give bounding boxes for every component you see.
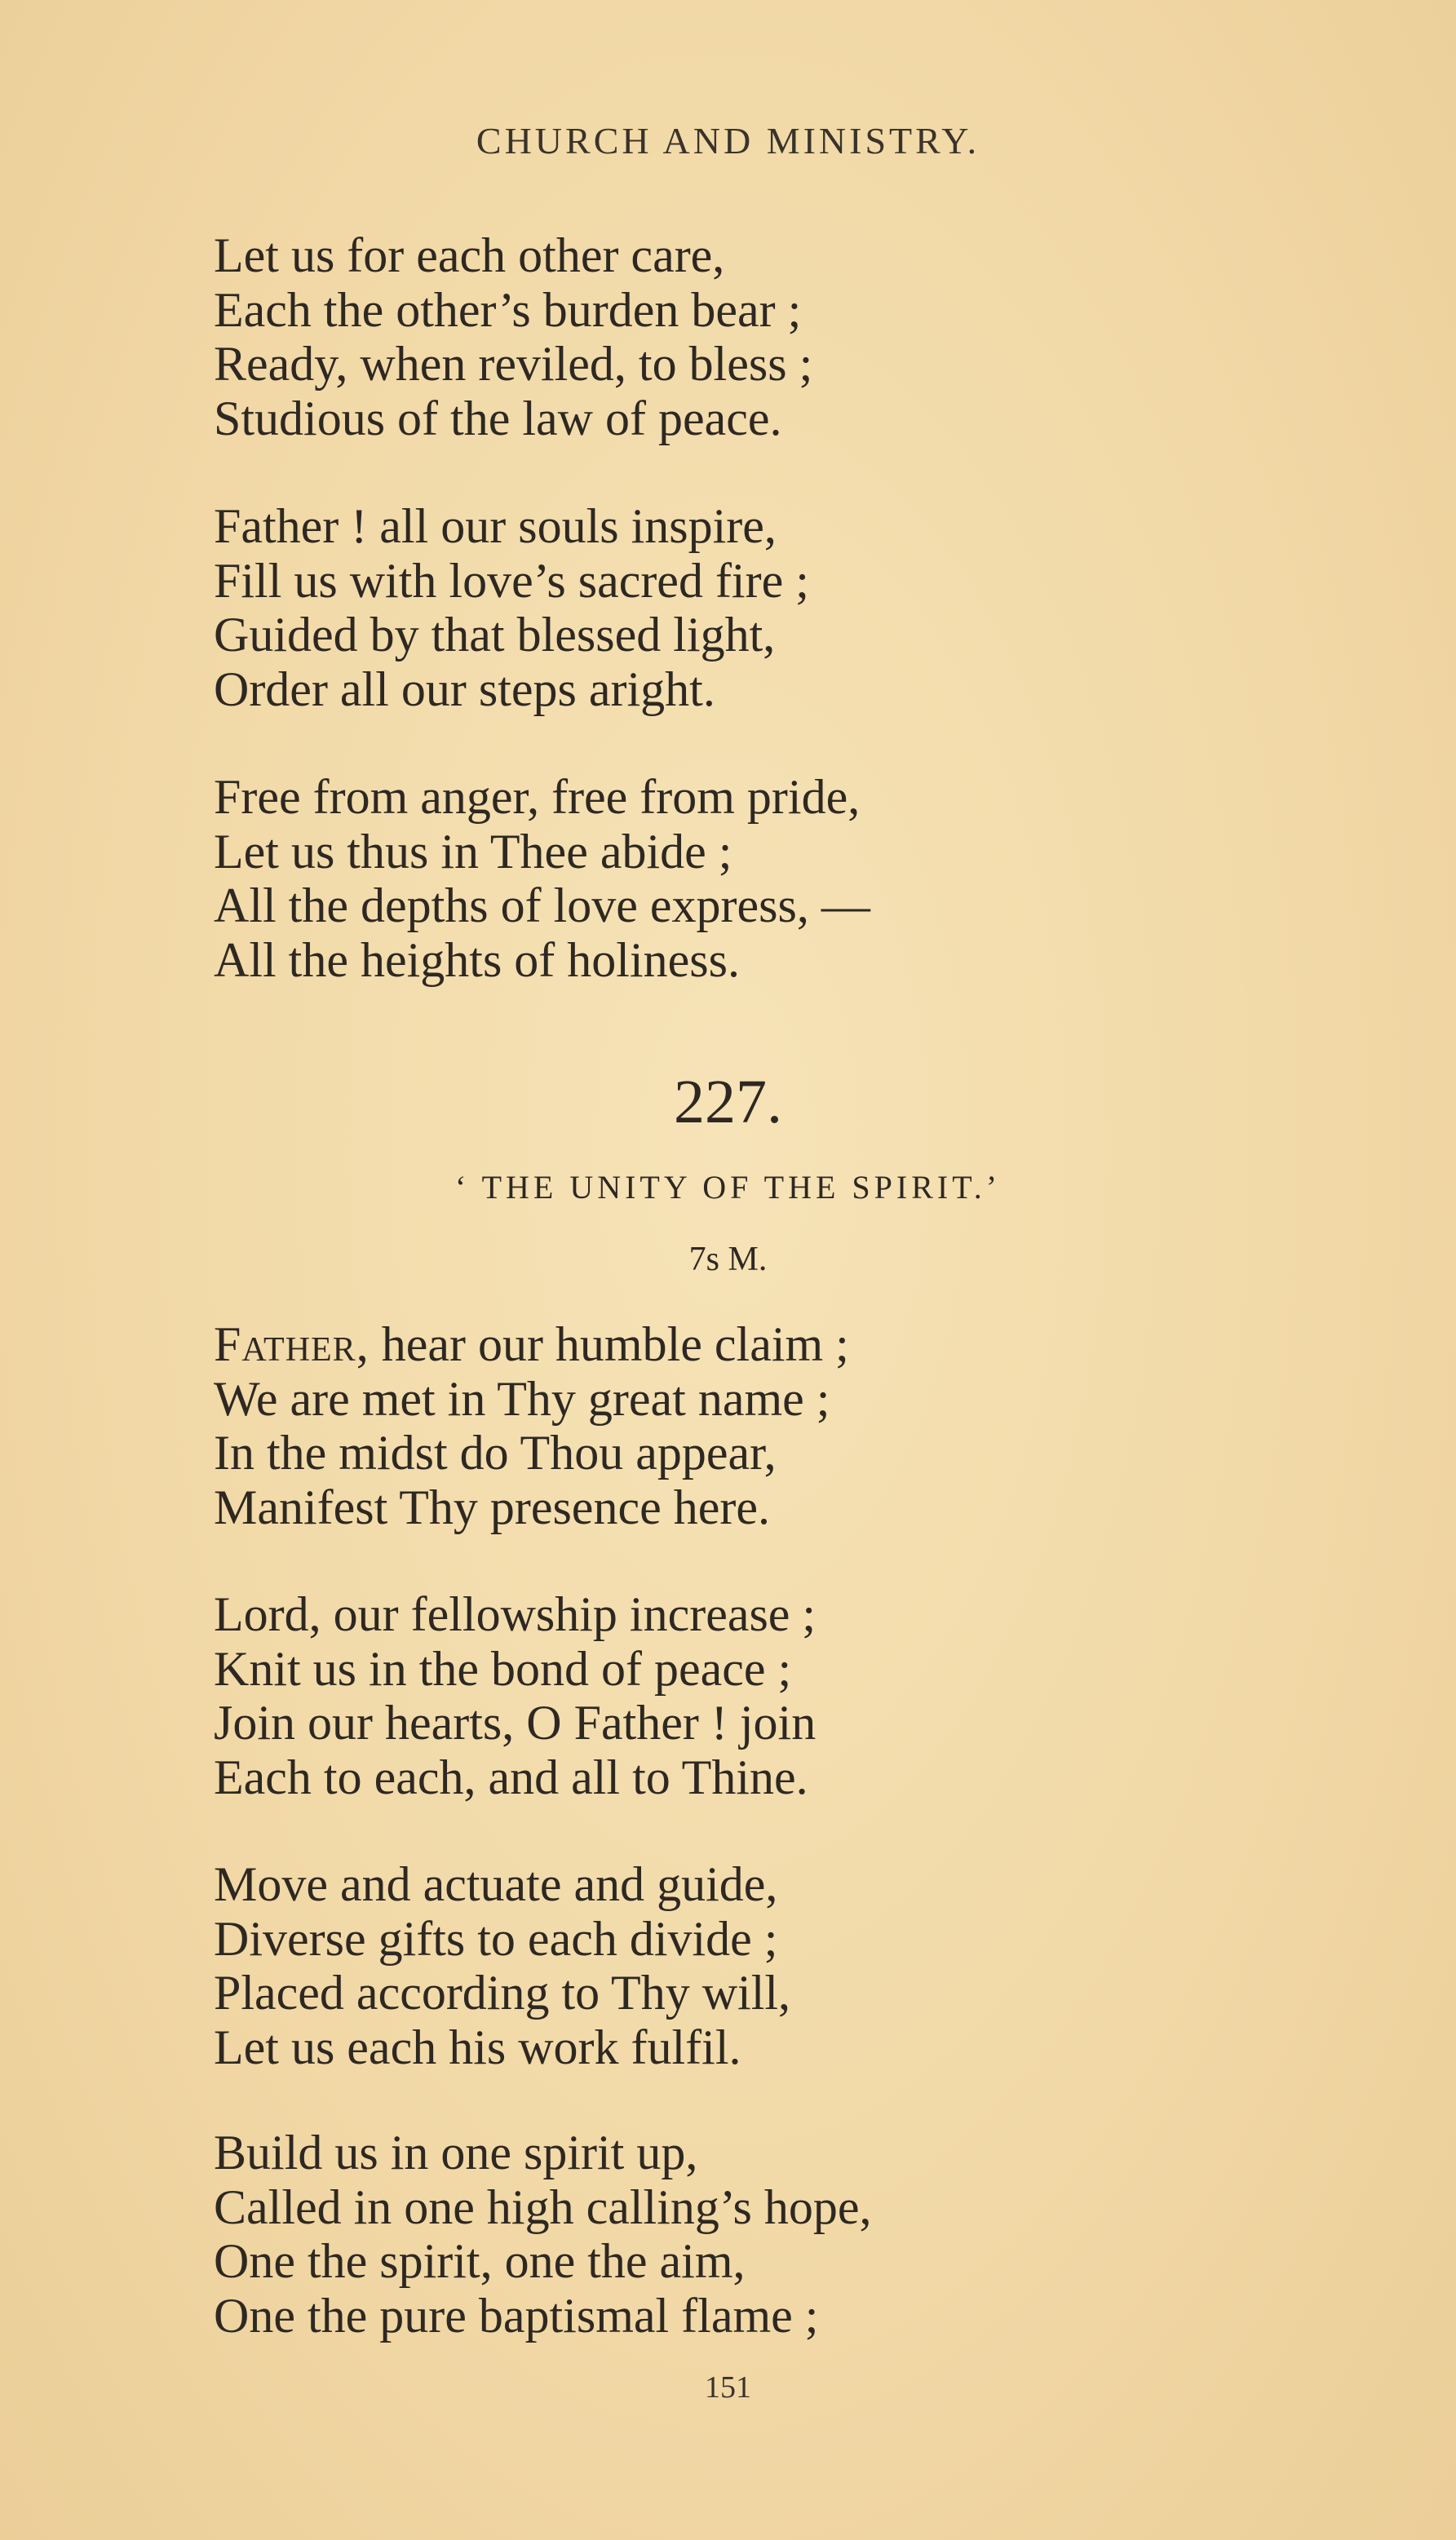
verse-line: All the depths of love express, — <box>214 878 870 932</box>
verse-line: Move and actuate and guide, <box>214 1857 778 1911</box>
verse-line: Free from anger, free from pride, <box>214 770 861 824</box>
verse-line: Each the other’s burden bear ; <box>214 282 802 337</box>
verse-line: Lord, our fellowship increase ; <box>214 1587 817 1641</box>
first-line-rest: hear our humble claim ; <box>369 1317 849 1371</box>
verse-line: Ready, when reviled, to bless ; <box>214 337 813 391</box>
verse-line: Placed according to Thy will, <box>214 1966 791 2020</box>
first-word: Father, <box>214 1317 370 1371</box>
page-number: 151 <box>705 2370 751 2405</box>
stanza-2 <box>214 1587 1356 1804</box>
verse-line: Each to each, and all to Thine. <box>214 1750 808 1804</box>
verse-line: We are met in Thy great name ; <box>214 1371 830 1426</box>
verse-line: Build us in one spirit up, <box>214 2126 698 2179</box>
verse-line: Diverse gifts to each divide ; <box>214 1911 778 1966</box>
verse-line: Let us for each other care, <box>214 228 725 282</box>
stanza-prev-3 <box>214 770 1356 987</box>
running-head: CHURCH AND MINISTRY. <box>476 120 980 162</box>
verse-line: Order all our steps aright. <box>214 662 715 716</box>
verse-line: In the midst do Thou appear, <box>214 1426 777 1480</box>
verse-line: One the pure baptismal flame ; <box>214 2288 819 2343</box>
verse-line: Fill us with love’s sacred fire ; <box>214 553 809 608</box>
verse-line: Studious of the law of peace. <box>214 391 782 445</box>
verse-line: Let us each his work fulfil. <box>214 2020 741 2074</box>
verse-line: Manifest Thy presence here. <box>214 1480 770 1534</box>
stanza-prev-2 <box>214 499 1356 716</box>
verse-line: Join our hearts, O Father ! join <box>214 1696 817 1750</box>
verse-line: All the heights of holiness. <box>214 932 740 987</box>
stanza-4 <box>214 2126 1356 2343</box>
verse-line: Called in one high calling’s hope, <box>214 2179 872 2234</box>
verse-line: Father ! all our souls inspire, <box>214 499 777 553</box>
verse-line: Let us thus in Thee abide ; <box>214 824 732 878</box>
verse-line: Knit us in the bond of peace ; <box>214 1641 792 1696</box>
verse-line: One the spirit, one the aim, <box>214 2234 746 2288</box>
hymn-number: 227. <box>674 1068 782 1136</box>
verse-line-first <box>214 1317 1356 1372</box>
stanza-3 <box>214 1857 1356 2074</box>
verse-line: Guided by that blessed light, <box>214 608 776 662</box>
hymn-title: ‘ THE UNITY OF THE SPIRIT.’ <box>454 1169 1002 1206</box>
stanza-prev-1 <box>214 228 1356 445</box>
stanza-1 <box>214 1317 1356 1534</box>
hymn-meter: 7s M. <box>688 1241 768 1278</box>
